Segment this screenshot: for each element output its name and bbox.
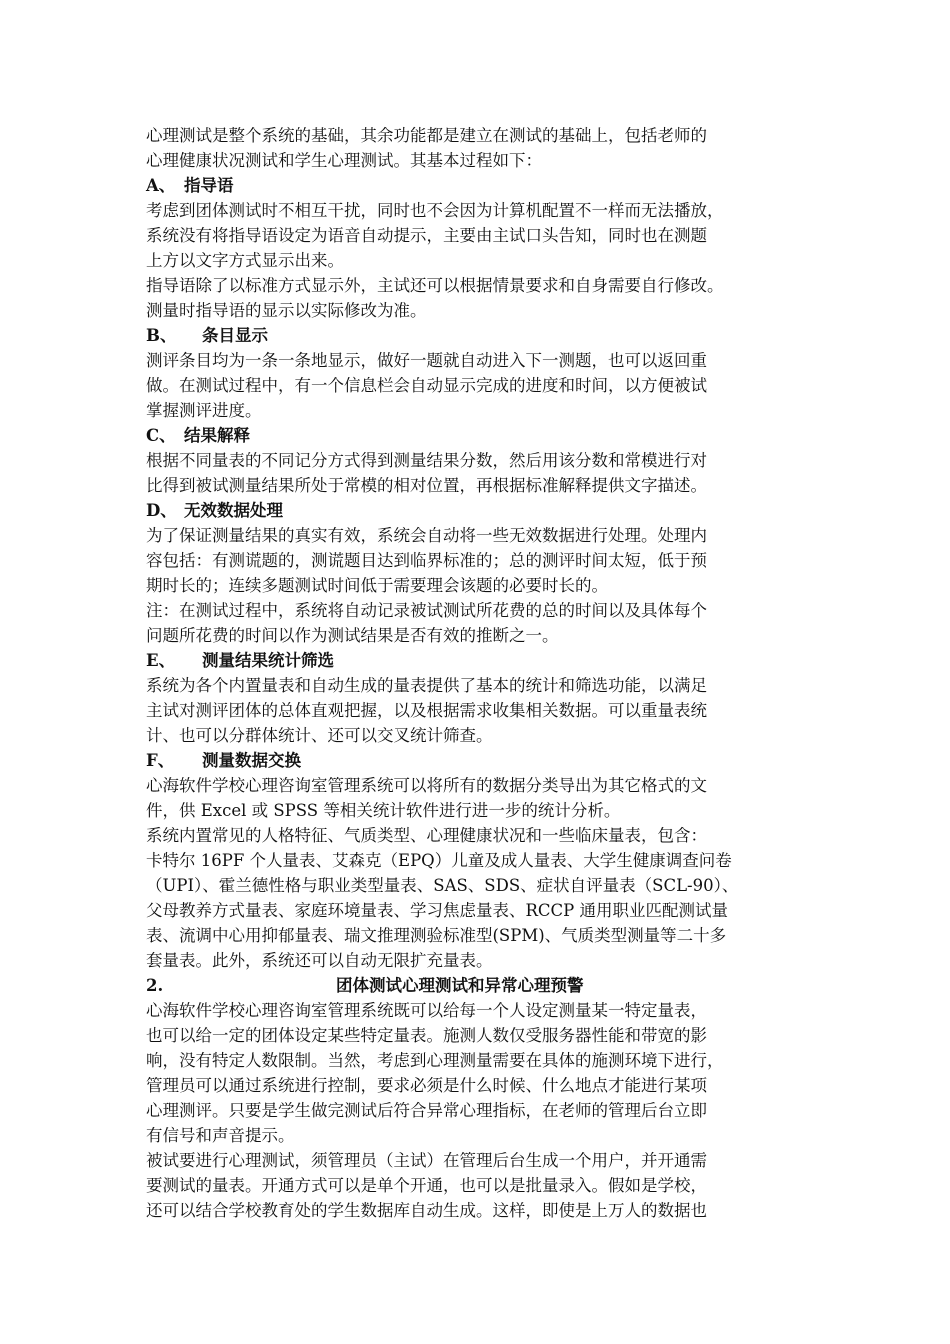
section-c-line: 根据不同量表的不同记分方式得到测量结果分数，然后用该分数和常模进行对 — [146, 451, 707, 470]
section-f-line: 套量表。此外，系统还可以自动无限扩充量表。 — [146, 951, 493, 970]
section-a-title: 指导语 — [184, 176, 234, 195]
section-a-label: A、 — [146, 176, 176, 195]
section-a-line: 考虑到团体测试时不相互干扰，同时也不会因为计算机配置不一样而无法播放， — [146, 201, 724, 220]
section-f-line: 系统内置常见的人格特征、气质类型、心理健康状况和一些临床量表，包含： — [146, 826, 707, 845]
section-f-label: F、 — [146, 751, 175, 770]
section-2-line: 心海软件学校心理咨询室管理系统既可以给每一个人设定测量某一特定量表， — [146, 1001, 707, 1020]
section-e-label: E、 — [146, 651, 176, 670]
section-a-line: 上方以文字方式显示出来。 — [146, 251, 344, 270]
section-c-line: 比得到被试测量结果所处于常模的相对位置，再根据标准解释提供文字描述。 — [146, 476, 707, 495]
section-2-line: 要测试的量表。开通方式可以是单个开通，也可以是批量录入。假如是学校， — [146, 1176, 707, 1195]
section-f-line: 件，供 Excel 或 SPSS 等相关统计软件进行进一步的统计分析。 — [146, 801, 621, 820]
section-a-line: 系统没有将指导语设定为语音自动提示，主要由主试口头告知，同时也在测题 — [146, 226, 707, 245]
section-f-line: （UPI）、霍兰德性格与职业类型量表、SAS、SDS、症状自评量表（SCL-90）、 — [146, 876, 739, 895]
section-f-heading — [146, 748, 806, 773]
section-d-line: 问题所花费的时间以作为测试结果是否有效的推断之一。 — [146, 626, 559, 645]
section-b-line: 做。在测试过程中，有一个信息栏会自动显示完成的进度和时间，以方便被试 — [146, 376, 707, 395]
section-b-label: B、 — [146, 326, 177, 345]
section-f-title: 测量数据交换 — [202, 751, 301, 770]
section-a-line: 测量时指导语的显示以实际修改为准。 — [146, 301, 427, 320]
intro-line: 心理测试是整个系统的基础，其余功能都是建立在测试的基础上，包括老师的 — [146, 126, 707, 145]
section-e-line: 计、也可以分群体统计、还可以交叉统计筛查。 — [146, 726, 493, 745]
section-2-heading — [146, 973, 806, 998]
section-d-line: 为了保证测量结果的真实有效，系统会自动将一些无效数据进行处理。处理内 — [146, 526, 707, 545]
section-e-title: 测量结果统计筛选 — [202, 651, 334, 670]
section-d-heading — [146, 498, 806, 523]
document-page — [146, 123, 806, 1223]
section-a-heading — [146, 173, 806, 198]
section-b-heading — [146, 323, 806, 348]
section-e-heading — [146, 648, 806, 673]
section-c-title: 结果解释 — [184, 426, 250, 445]
section-c-label: C、 — [146, 426, 176, 445]
section-f-line: 表、流调中心用抑郁量表、瑞文推理测验标准型(SPM)、气质类型测量等二十多 — [146, 926, 727, 945]
section-f-line: 卡特尔 16PF 个人量表、艾森克（EPQ）儿童及成人量表、大学生健康调查问卷 — [146, 851, 732, 870]
section-d-line: 期时长的；连续多题测试时间低于需要理会该题的必要时长的。 — [146, 576, 608, 595]
section-2-title: 团体测试心理测试和异常心理预警 — [336, 976, 584, 995]
section-2-line: 被试要进行心理测试，须管理员（主试）在管理后台生成一个用户，并开通需 — [146, 1151, 707, 1170]
section-e-line: 系统为各个内置量表和自动生成的量表提供了基本的统计和筛选功能，以满足 — [146, 676, 707, 695]
section-a-line: 指导语除了以标准方式显示外，主试还可以根据情景要求和自身需要自行修改。 — [146, 276, 724, 295]
section-b-title: 条目显示 — [202, 326, 268, 345]
section-c-heading — [146, 423, 806, 448]
section-d-title: 无效数据处理 — [184, 501, 283, 520]
section-f-line: 父母教养方式量表、家庭环境量表、学习焦虑量表、RCCP 通用职业匹配测试量 — [146, 901, 729, 920]
section-f-line: 心海软件学校心理咨询室管理系统可以将所有的数据分类导出为其它格式的文 — [146, 776, 707, 795]
section-e-line: 主试对测评团体的总体直观把握，以及根据需求收集相关数据。可以重量表统 — [146, 701, 707, 720]
section-2-line: 管理员可以通过系统进行控制，要求必须是什么时候、什么地点才能进行某项 — [146, 1076, 707, 1095]
section-2-line: 也可以给一定的团体设定某些特定量表。施测人数仅受服务器性能和带宽的影 — [146, 1026, 707, 1045]
section-b-line: 掌握测评进度。 — [146, 401, 262, 420]
section-2-line: 还可以结合学校教育处的学生数据库自动生成。这样，即使是上万人的数据也 — [146, 1201, 707, 1220]
intro-line: 心理健康状况测试和学生心理测试。其基本过程如下： — [146, 151, 542, 170]
section-2-label: 2. — [146, 976, 164, 995]
section-d-label: D、 — [146, 501, 177, 520]
section-b-line: 测评条目均为一条一条地显示，做好一题就自动进入下一测题，也可以返回重 — [146, 351, 707, 370]
section-d-line: 容包括：有测谎题的，测谎题目达到临界标准的；总的测评时间太短，低于预 — [146, 551, 707, 570]
section-2-line: 心理测评。只要是学生做完测试后符合异常心理指标，在老师的管理后台立即 — [146, 1101, 707, 1120]
section-2-line: 响，没有特定人数限制。当然，考虑到心理测量需要在具体的施测环境下进行， — [146, 1051, 724, 1070]
section-d-line: 注：在测试过程中，系统将自动记录被试测试所花费的总的时间以及具体每个 — [146, 601, 707, 620]
section-2-line: 有信号和声音提示。 — [146, 1126, 295, 1145]
